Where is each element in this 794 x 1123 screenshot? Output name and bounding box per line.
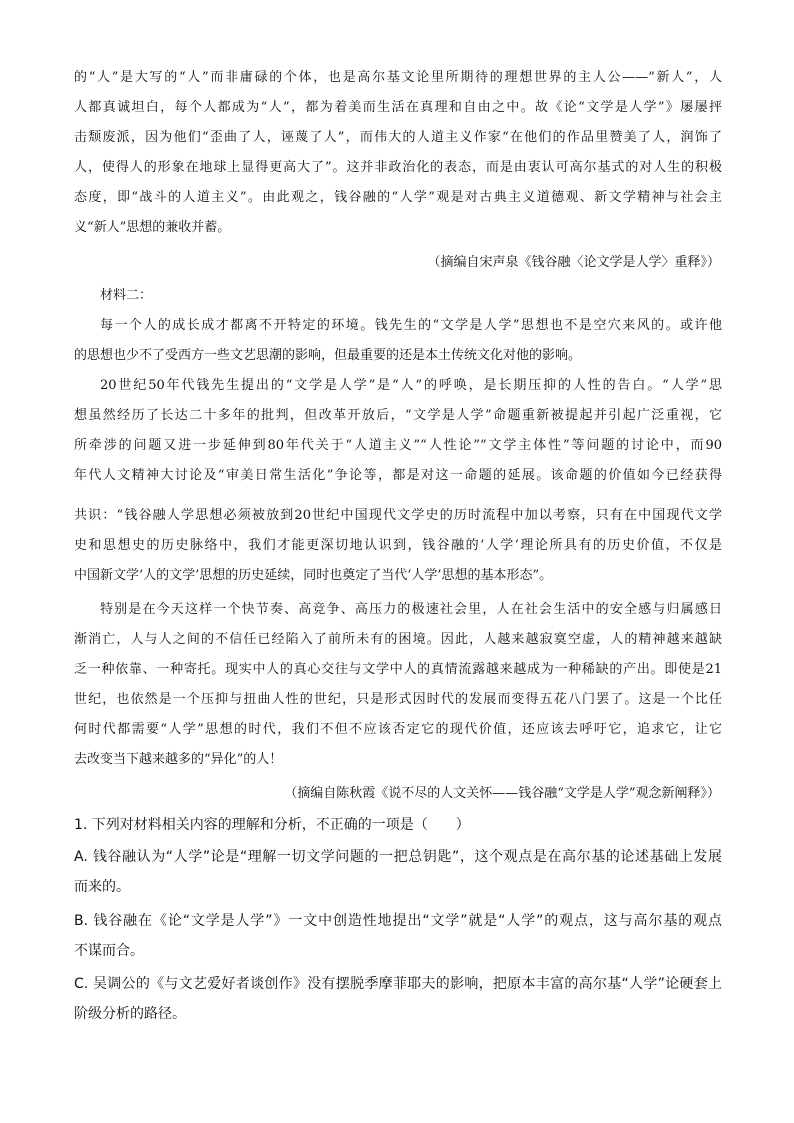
question-stem: 1. 下列对材料相关内容的理解和分析，不正确的一项是（ ） bbox=[74, 817, 470, 833]
material1-line: 人都真诚坦白，每个人都成为“人”，都为着美而生活在真理和自由之中。故《论“文学是人学”》屡屡抨 bbox=[74, 100, 722, 115]
material2-p2-line: 想虽然经历了长达二十多年的批判，但改革开放后，“文学是人学”命题重新被提起并引起广泛重视，它 bbox=[74, 408, 722, 423]
option-b-line: B. 钱谷融在《论“文学是人学”》一文中创造性地提出“文学”就是“人学”的观点，这与高尔基的观点 bbox=[74, 913, 722, 929]
material2-p2-line: 20世纪50年代钱先生提出的“文学是人学”是“人”的呼唤，是长期压抑的人性的告白。“人学”思 bbox=[100, 378, 722, 393]
material2-p2-line: 中国新文学‘人的文学’思想的历史延续，同时也奠定了当代‘人学’思想的基本形态”。 bbox=[74, 568, 553, 583]
option-a-line: A. 钱谷融认为“人学”论是“理解一切文学问题的一把总钥匙”，这个观点是在高尔基的论述基础上发展 bbox=[74, 849, 722, 865]
material2-p3-line: 去改变当下越来越多的“异化”的人！ bbox=[74, 752, 283, 767]
option-a-line: 而来的。 bbox=[74, 879, 130, 895]
material1-line: 人，使得人的形象在地球上显得更高大了”。这并非政治化的表态，而是由衷认可高尔基式的对人生的积极 bbox=[74, 160, 722, 175]
material2-p3-line: 世纪，也依然是一个压抑与扭曲人性的世纪，只是形式因时代的发展而变得五花八门罢了。这是一个比任 bbox=[74, 692, 722, 707]
material2-p3-line: 乏一种依靠、一种寄托。现实中人的真心交往与文学中人的真情流露越来越成为一种稀缺的产出。即使是21 bbox=[74, 662, 722, 677]
material2-p3-line: 渐消亡，人与人之间的不信任已经陷入了前所未有的困境。因此，人越来越寂寞空虚，人的精神越来越缺 bbox=[74, 632, 722, 647]
material1-line: 击颓废派，因为他们“歪曲了人，诬蔑了人”，而伟大的人道主义作家“在他们的作品里赞美了人，润饰了 bbox=[74, 130, 722, 145]
material2-p1-line: 的思想也少不了受西方一些文艺思潮的影响，但最重要的还是本土传统文化对他的影响。 bbox=[74, 348, 582, 363]
material2-p3-line: 特别是在今天这样一个快节奏、高竞争、高压力的极速社会里，人在社会生活中的安全感与归属感日 bbox=[100, 602, 722, 617]
material1-line: 态度，即“战斗的人道主义”。由此观之，钱谷融的“人学”观是对古典主义道德观、新文学精神与社会主 bbox=[74, 190, 722, 205]
material1-line: 义“新人”思想的兼收并蓄。 bbox=[74, 220, 231, 235]
option-b-line: 不谋而合。 bbox=[74, 943, 144, 959]
material1-line: 的“人”是大写的“人”而非庸碌的个体，也是高尔基文论里所期待的理想世界的主人公——“新人”，人 bbox=[74, 70, 722, 85]
material2-p2-line: 所牵涉的问题又进一步延伸到80年代关于“人道主义”“人性论”“文学主体性”等问题的讨论中，而90 bbox=[74, 438, 722, 453]
option-c-line: C. 吴调公的《与文艺爱好者谈创作》没有摆脱季摩菲耶夫的影响，把原本丰富的高尔基“人学”论硬套上 bbox=[74, 976, 722, 992]
material2-p1-line: 每一个人的成长成才都离不开特定的环境。钱先生的“文学是人学”思想也不是空穴来风的。或许他 bbox=[100, 318, 722, 333]
material2-label: 材料二： bbox=[100, 288, 153, 303]
material2-p2-line: 史和思想史的历史脉络中，我们才能更深切地认识到，钱谷融的‘人学’理论所具有的历史价值，不仅是 bbox=[74, 538, 722, 553]
material2-p2-line: 年代人文精神大讨论及“审美日常生活化”争论等，都是对这一命题的延展。该命题的价值如今已经获得 bbox=[74, 468, 722, 483]
source-citation-2: （摘编自陈秋霞《说不尽的人文关怀——钱谷融“文学是人学”观念新阐释》） bbox=[284, 786, 720, 801]
material2-p2-line: 共识：“钱谷融人学思想必须被放到20世纪中国现代文学史的历时流程中加以考察，只有在中国现代文学 bbox=[74, 508, 722, 523]
source-citation-1: （摘编自宋声泉《钱谷融〈论文学是人学〉重释》） bbox=[427, 255, 720, 270]
option-c-line: 阶级分析的路径。 bbox=[74, 1006, 186, 1022]
material2-p3-line: 何时代都需要“人学”思想的时代，我们不但不应该否定它的现代价值，还应该去呼吁它，追求它，让它 bbox=[74, 722, 722, 737]
